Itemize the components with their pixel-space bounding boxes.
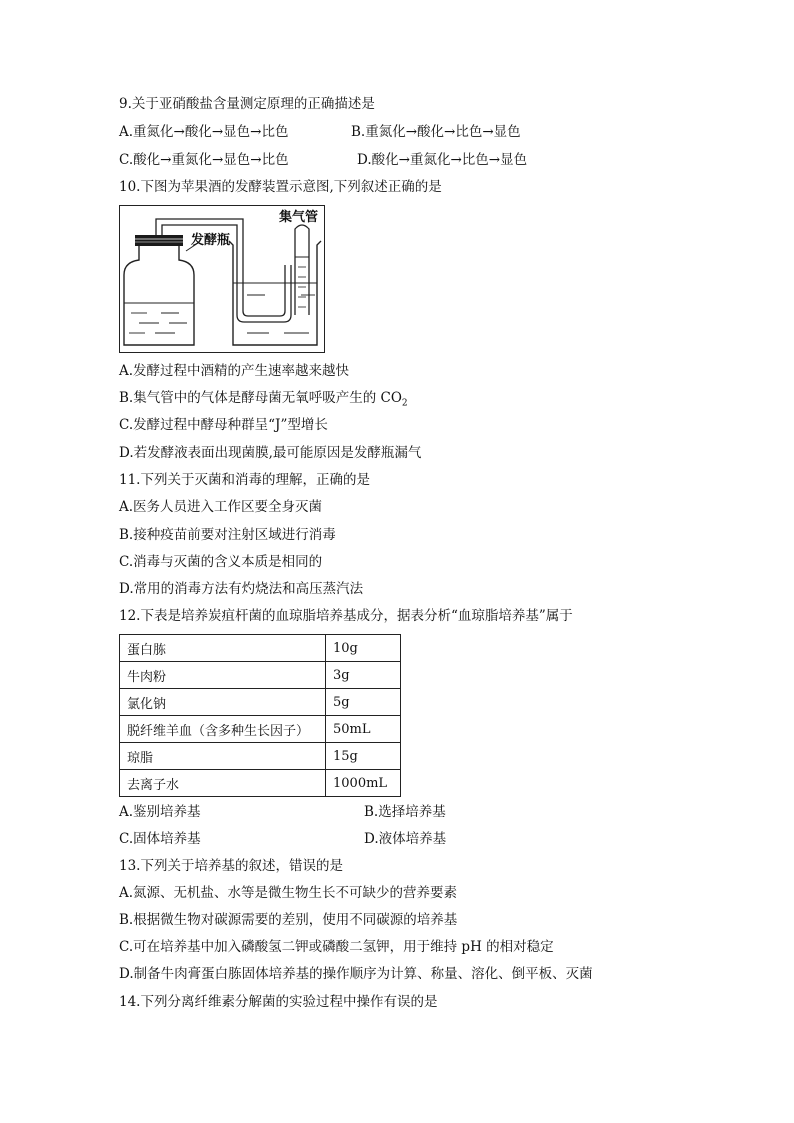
ingredient-name: 去离子水 — [120, 770, 326, 797]
q13-option-b: B.根据微生物对碳源需要的差别，使用不同碳源的培养基 — [119, 912, 458, 928]
q12-option-a: A.鉴别培养基 — [119, 804, 201, 820]
q12-option-d: D.液体培养基 — [364, 831, 447, 847]
table-row — [120, 662, 401, 689]
ingredient-name: 琼脂 — [120, 743, 326, 770]
q10-option-b-subscript: 2 — [401, 398, 408, 409]
culture-medium-table — [119, 634, 401, 797]
ingredient-amount: 50mL — [326, 716, 401, 743]
q10-option-c: C.发酵过程中酵母种群呈“J”型增长 — [119, 417, 328, 433]
q12-stem: 12.下表是培养炭疽杆菌的血琼脂培养基成分，据表分析“血琼脂培养基”属于 — [119, 608, 573, 624]
q13-option-c: C.可在培养基中加入磷酸氢二钾或磷酸二氢钾，用于维持 pH 的相对稳定 — [119, 939, 554, 955]
ingredient-amount: 15g — [326, 743, 401, 770]
q13-option-a: A.氮源、无机盐、水等是微生物生长不可缺少的营养要素 — [119, 885, 458, 901]
table-row — [120, 635, 401, 662]
q14-stem: 14.下列分离纤维素分解菌的实验过程中操作有误的是 — [119, 994, 438, 1010]
q11-option-d: D.常用的消毒方法有灼烧法和高压蒸汽法 — [119, 581, 364, 597]
ingredient-amount: 5g — [326, 689, 401, 716]
q11-option-b: B.接种疫苗前要对注射区域进行消毒 — [119, 527, 336, 543]
q9-option-b: B.重氮化→酸化→比色→显色 — [351, 124, 521, 140]
ingredient-amount: 10g — [326, 635, 401, 662]
q13-option-d: D.制备牛肉膏蛋白胨固体培养基的操作顺序为计算、称量、溶化、倒平板、灭菌 — [119, 966, 593, 982]
q9-option-c: C.酸化→重氮化→显色→比色 — [119, 152, 289, 168]
q11-stem: 11.下列关于灭菌和消毒的理解，正确的是 — [119, 472, 370, 488]
ingredient-name: 氯化钠 — [120, 689, 326, 716]
table-row — [120, 743, 401, 770]
q10-option-b — [119, 389, 408, 413]
q10-stem: 10.下图为苹果酒的发酵装置示意图,下列叙述正确的是 — [119, 179, 442, 195]
table-row — [120, 770, 401, 797]
q11-option-a: A.医务人员进入工作区要全身灭菌 — [119, 499, 323, 515]
q12-option-b: B.选择培养基 — [364, 804, 446, 820]
ingredient-name: 牛肉粉 — [120, 662, 326, 689]
q11-option-c: C.消毒与灭菌的含义本质是相同的 — [119, 554, 323, 570]
table-row — [120, 689, 401, 716]
ingredient-name: 蛋白胨 — [120, 635, 326, 662]
fermentation-apparatus-illustration — [119, 205, 325, 353]
ingredient-name: 脱纤维羊血（含多种生长因子） — [120, 716, 326, 743]
ingredient-amount: 3g — [326, 662, 401, 689]
gas-collecting-tube-label: 集气管 — [279, 210, 319, 225]
q12-option-c: C.固体培养基 — [119, 831, 201, 847]
ingredient-amount: 1000mL — [326, 770, 401, 797]
q10-option-a: A.发酵过程中酒精的产生速率越来越快 — [119, 363, 350, 379]
q10-option-d: D.若发酵液表面出现菌膜,最可能原因是发酵瓶漏气 — [119, 445, 422, 461]
q9-stem: 9.关于亚硝酸盐含量测定原理的正确描述是 — [119, 96, 375, 112]
fermentation-bottle-label: 发酵瓶 — [191, 233, 231, 248]
q10-option-b-text: B.集气管中的气体是酵母菌无氧呼吸产生的 CO — [119, 390, 402, 406]
table-row — [120, 716, 401, 743]
fermentation-apparatus-diagram — [119, 205, 325, 353]
q13-stem: 13.下列关于培养基的叙述，错误的是 — [119, 858, 343, 874]
q9-option-d: D.酸化→重氮化→比色→显色 — [357, 152, 528, 168]
q9-option-a: A.重氮化→酸化→显色→比色 — [119, 124, 289, 140]
